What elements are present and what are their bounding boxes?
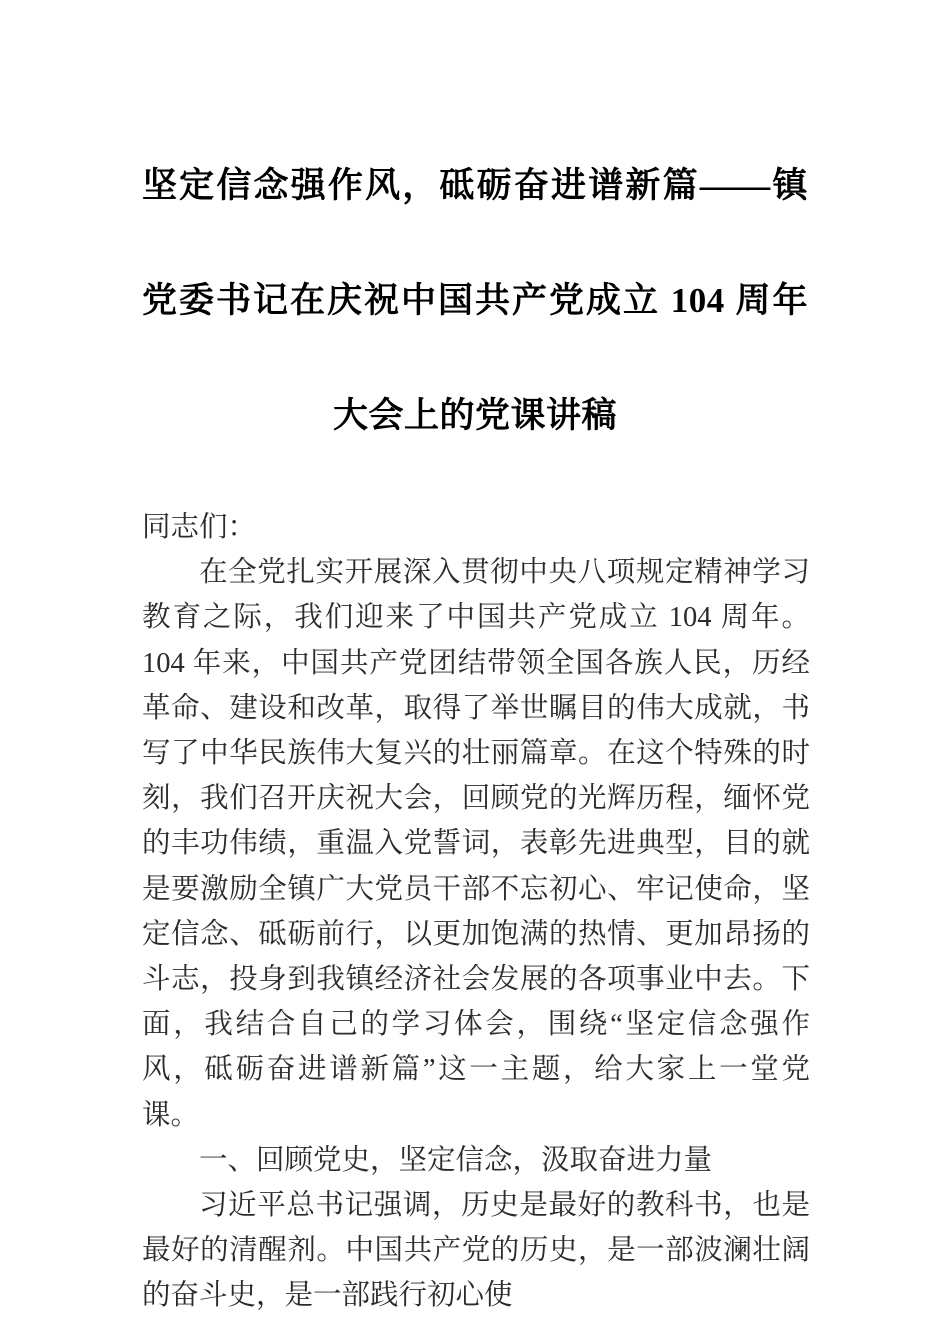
document-title [142,128,808,473]
salutation: 同志们： [142,512,257,543]
title-line-1: 坚定信念强作风，砥砺奋进谱新篇——镇 [142,166,808,205]
paragraph-1: 在全党扎实开展深入贯彻中央八项规定精神学习教育之际，我们迎来了中国共产党成立 104 周年。104 年来，中国共产党团结带领全国各族人民，历经革命、建设和改革，取得了举世瞩目的伟大成就，书写了中华民族伟大复兴的壮丽篇章。在这个特殊的时刻，我们召开庆祝大会，回顾党的光辉历程，缅怀党的丰功伟绩，重温入党誓词，表彰先进典型，目的就是要激励全镇广大党员干部不忘初心、牢记使命，坚定信念、砥砺前行，以更加饱满的热情、更加昂扬的斗志，投身到我镇经济社会发展的各项事业中去。下面，我结合自己的学习体会，围绕“坚定信念强作风，砥砺奋进谱新篇”这一主题，给大家上一堂党课。 [142,557,810,1131]
title-line-3: 大会上的党课讲稿 [332,396,617,435]
title-line-2: 党委书记在庆祝中国共产党成立 104 周年 [142,281,808,320]
section-paragraph-1: 习近平总书记强调，历史是最好的教科书，也是最好的清醒剂。中国共产党的历史，是一部波澜壮阔的奋斗史，是一部践行初心使 [142,1190,810,1312]
document-body [142,505,810,1319]
section-heading-1: 一、回顾党史，坚定信念，汲取奋进力量 [199,1144,713,1176]
